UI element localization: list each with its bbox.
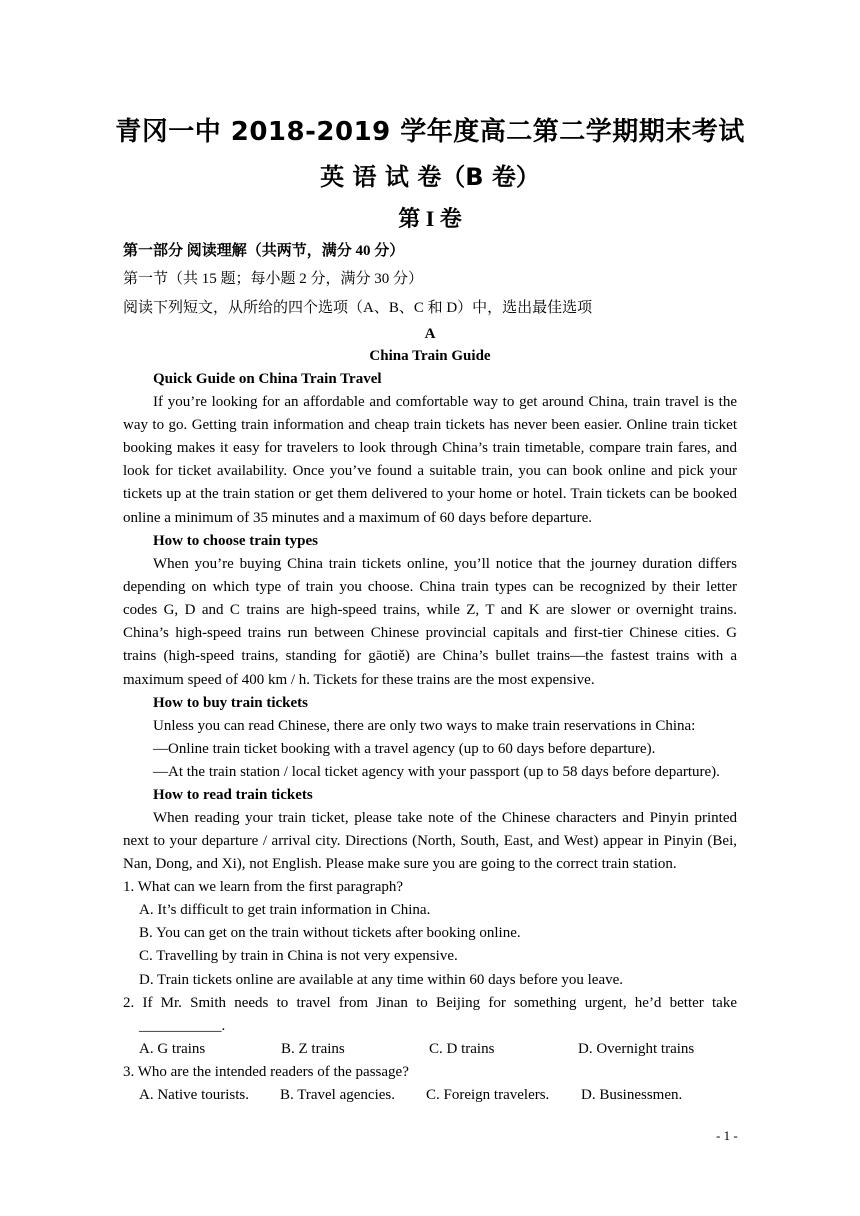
paragraph-line: depending on which type of train you choose. China train types can be recognized by their letter <box>123 579 737 595</box>
answer-option: D. Overnight trains <box>578 1041 695 1057</box>
answer-option: B. Travel agencies. <box>280 1087 395 1103</box>
passage-title: China Train Guide <box>369 348 491 364</box>
answer-option: B. You can get on the train without tickets after booking online. <box>139 925 521 941</box>
answer-option: D. Businessmen. <box>581 1087 683 1103</box>
instruction-text: 阅读下列短文，从所给的四个选项（A、B、C 和 D）中，选出最佳选项 <box>123 300 593 316</box>
answer-option: D. Train tickets online are available at any time within 60 days before you leave. <box>139 972 624 988</box>
subsection-title: 第一节（共 15 题；每小题 2 分，满分 30 分） <box>123 271 424 287</box>
volume-title: 第 I 卷 <box>398 206 462 231</box>
answer-option: A. G trains <box>139 1041 206 1057</box>
paragraph-line: —Online train ticket booking with a travel agency (up to 60 days before departure). <box>153 741 656 757</box>
answer-option: B. Z trains <box>281 1041 345 1057</box>
answer-option: C. D trains <box>429 1041 495 1057</box>
paragraph-line: Nan, Dong, and Xi), not English. Please make sure you are going to the correct train station. <box>123 856 677 872</box>
section-heading: How to read train tickets <box>153 787 313 803</box>
section-heading: How to buy train tickets <box>153 695 308 711</box>
paragraph-line: booking makes it easy for travelers to look through China’s train timetable, compare train fares, and <box>123 440 737 456</box>
paragraph-line: maximum speed of 400 km / h. Tickets for these trains are the most expensive. <box>123 672 595 688</box>
answer-blank: ___________. <box>139 1018 226 1034</box>
exam-title: 青冈一中 2018-2019 学年度高二第二学期期末考试 <box>115 117 745 147</box>
answer-option: C. Travelling by train in China is not very expensive. <box>139 948 458 964</box>
section-heading: Quick Guide on China Train Travel <box>153 371 382 387</box>
paragraph-line: China’s high-speed trains run between Chinese provincial capitals and first-tier Chinese cities. G <box>123 625 737 641</box>
part-title: 第一部分 阅读理解（共两节，满分 40 分） <box>123 243 405 259</box>
paragraph-line: If you’re looking for an affordable and comfortable way to get around China, train travel is the <box>153 394 737 410</box>
paragraph-line: way to go. Getting train information and cheap train tickets has never been easier. Online train ticket <box>123 417 737 433</box>
paragraph-line: look for ticket availability. Once you’ve found a suitable train, you can book online and pick your <box>123 463 737 479</box>
paragraph-line: codes G, D and C trains are high-speed trains, while Z, T and K are slower or overnight trains. <box>123 602 737 618</box>
answer-option: A. It’s difficult to get train information in China. <box>139 902 431 918</box>
paragraph-line: next to your departure / arrival city. Directions (North, South, East, and West) appear in Pinyin (Bei, <box>123 833 737 849</box>
paragraph-line: trains (high-speed trains, standing for gāotiě) are China’s bullet trains—the fastest trains with a <box>123 648 737 664</box>
paragraph-line: —At the train station / local ticket agency with your passport (up to 58 days before departure). <box>153 764 720 780</box>
paragraph-line: Unless you can read Chinese, there are only two ways to make train reservations in China: <box>153 718 696 734</box>
exam-subtitle: 英 语 试 卷（B 卷） <box>320 163 540 191</box>
section-heading: How to choose train types <box>153 533 318 549</box>
passage-letter: A <box>424 326 436 342</box>
page-number: - 1 - <box>716 1128 738 1143</box>
question-stem: 2. If Mr. Smith needs to travel from Jinan to Beijing for something urgent, he’d better take <box>123 995 737 1011</box>
answer-option: C. Foreign travelers. <box>426 1087 550 1103</box>
paragraph-line: online a minimum of 35 minutes and a maximum of 60 days before departure. <box>123 510 593 526</box>
paragraph-line: When you’re buying China train tickets online, you’ll notice that the journey duration differs <box>153 556 737 572</box>
question-stem: 3. Who are the intended readers of the passage? <box>123 1064 409 1080</box>
answer-option: A. Native tourists. <box>139 1087 249 1103</box>
paragraph-line: tickets up at the train station or get them delivered to your home or hotel. Train tickets can be booked <box>123 486 737 502</box>
paragraph-line: When reading your train ticket, please take note of the Chinese characters and Pinyin printed <box>153 810 737 826</box>
question-stem: 1. What can we learn from the first paragraph? <box>123 879 404 895</box>
